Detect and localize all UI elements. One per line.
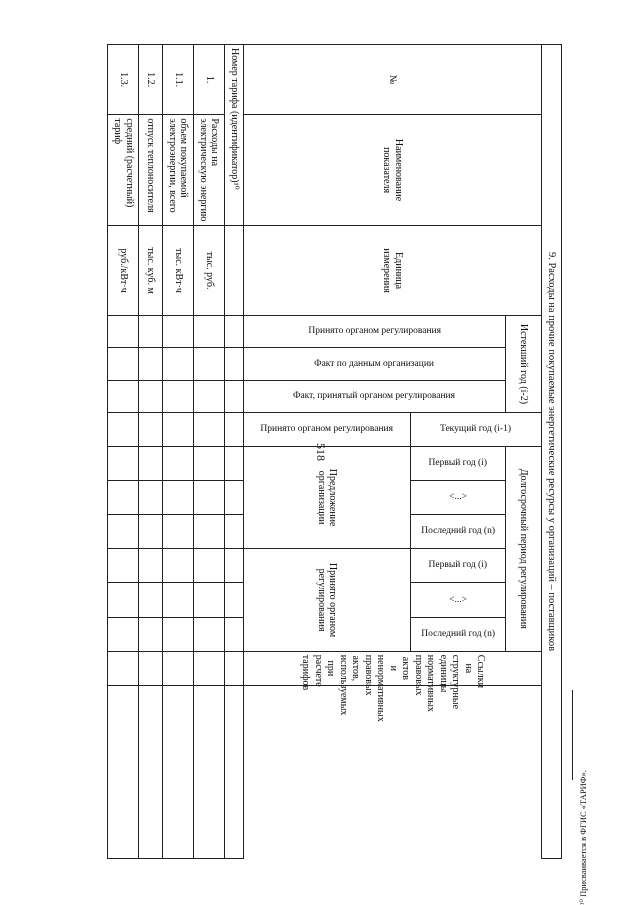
header-first-year-2: Первый год (i) [410,549,505,583]
expenses-table [107,44,562,859]
header-name: Наименование показателя [243,115,541,226]
header-past-accepted: Принято органом регулирования [243,316,505,348]
table-row: 1.1. объем покупаемой электроэнергии, всего тыс. кВт·ч [162,45,193,859]
header-refs: Ссылки на структурные единицы нормативных правовых актов и ненормативных правовых актов, используемых при расчете тарифов [243,651,541,685]
tariff-number-row: Номер тарифа (идентификатор)¹⁰ [224,45,243,226]
header-num: № [243,45,541,115]
header-current-accepted: Принято органом регулирования [243,412,410,446]
header-last-year-2: Последний год (n) [410,617,505,651]
footnote: ¹⁰ Присваивается в ФГИС «ТАРИФ». [578,770,588,905]
table-row: 1. Расходы на электрическую энергию тыс. руб. [193,45,224,859]
footnote-separator [572,690,573,780]
rotated-table-block [107,44,562,859]
table-title: 9. Расходы на прочие покупаемые энергетические ресурсы у организаций – поставщиков [541,45,561,859]
header-unit: Единица измерения [243,225,541,315]
header-long-term: Долгосрочный период регулирования [506,446,542,651]
table-row: 1.2. отпуск теплоносителя тыс. куб. м [139,45,163,859]
header-current-year: Текущий год (i-1) [410,412,541,446]
table-row: 1.3. средний (расчетный) тариф руб./кВт·ч [108,45,139,859]
header-past-fact-reg: Факт, принятый органом регулирования [243,380,505,412]
header-last-year-1: Последний год (n) [410,515,505,549]
header-dots-2: <...> [410,583,505,617]
header-reg-accepted: Принято органом регулирования [243,549,410,651]
header-org-proposal: Предложение организации [243,446,410,548]
page-number: 518 [314,443,328,461]
header-past-fact-org: Факт по данным организации [243,348,505,380]
header-past-year: Истекший год (i-2) [506,316,542,412]
header-first-year-1: Первый год (i) [410,446,505,480]
header-dots-1: <...> [410,481,505,515]
